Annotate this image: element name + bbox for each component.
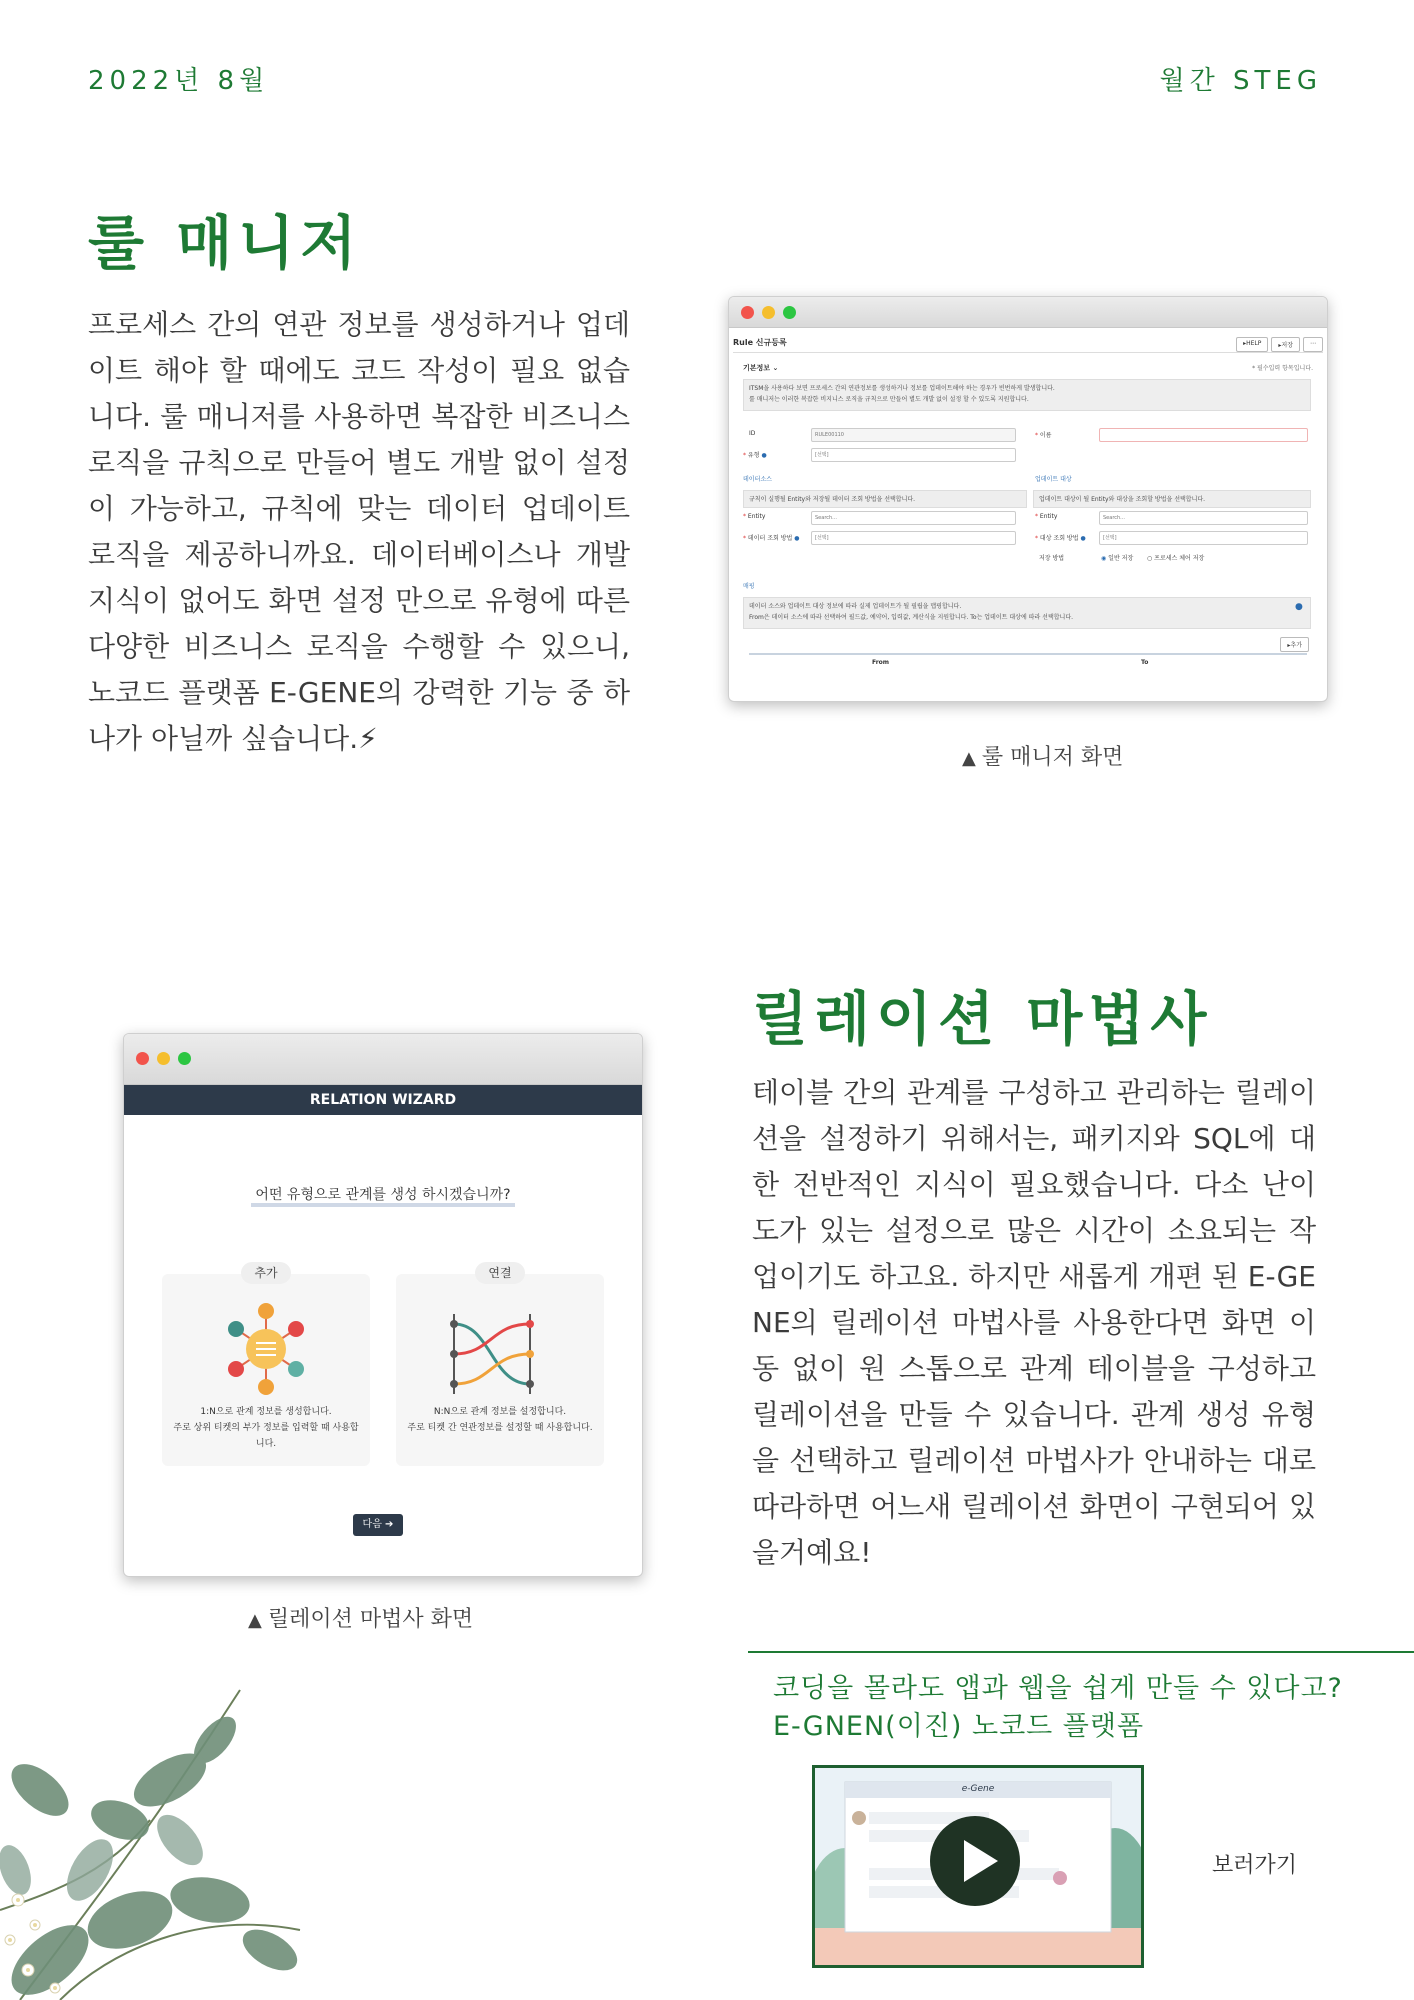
link-relation-description: N:N으로 관계 정보를 설정합니다. 주로 티켓 간 연관정보를 설정할 때 사용합니다. bbox=[407, 1407, 593, 1433]
rule-manager-screenshot bbox=[728, 296, 1328, 702]
maximize-dot-icon bbox=[178, 1052, 191, 1065]
basic-info-label: 기본정보 bbox=[743, 364, 771, 372]
target-info-box: 업데이트 대상이 될 Entity와 대상을 조회할 방법을 선택합니다. bbox=[1033, 490, 1311, 508]
type-label: * 유형 ● bbox=[743, 452, 767, 459]
update-target-section: 업데이트 대상 bbox=[1035, 476, 1072, 483]
triangle-up-icon: ▲ bbox=[962, 748, 976, 769]
save-option-process[interactable]: ○ 프로세스 체어 저장 bbox=[1147, 555, 1205, 562]
rule-manager-caption: ▲ 룰 매니저 화면 bbox=[962, 745, 1124, 770]
divider bbox=[733, 352, 1323, 353]
window-titlebar bbox=[124, 1034, 642, 1085]
help-button[interactable]: ▸HELP bbox=[1236, 337, 1268, 352]
relation-wizard-caption: ▲ 릴레이션 마법사 화면 bbox=[248, 1607, 474, 1632]
source-entity-search[interactable]: Search... bbox=[811, 511, 1016, 525]
view-link[interactable]: 보러가기 bbox=[1212, 1853, 1298, 1878]
more-button[interactable]: ⋯ bbox=[1303, 337, 1323, 352]
to-column-header: To bbox=[1141, 659, 1149, 666]
save-option-normal[interactable]: ◉ 일반 저장 bbox=[1101, 555, 1134, 562]
source-query-select[interactable]: [선택] bbox=[811, 531, 1016, 545]
info-text: ITSM을 사용하다 보면 프로세스 간의 연관정보를 생성하거나 정보를 업데이트해야 하는 경우가 빈번하게 발생합니다. bbox=[749, 385, 1055, 392]
target-query-label: * 대상 조회 방법 ● bbox=[1035, 535, 1086, 542]
rule-toolbar bbox=[1236, 337, 1323, 352]
type-select[interactable]: [선택] bbox=[811, 448, 1016, 462]
window-titlebar bbox=[729, 297, 1327, 328]
mapping-info-text: 데이터 소스와 업데이트 대상 정보에 따라 실제 업데이트가 될 필립을 맵핑합니다. bbox=[749, 603, 962, 610]
basic-info-box bbox=[743, 379, 1311, 411]
minimize-dot-icon bbox=[157, 1052, 170, 1065]
mapping-section: 매핑 bbox=[743, 583, 755, 590]
link-relation-card[interactable] bbox=[396, 1274, 604, 1466]
source-entity-label: * Entity bbox=[743, 513, 766, 520]
name-label: * 이름 bbox=[1035, 432, 1052, 439]
publication-name: 월간 STEG bbox=[1159, 66, 1322, 96]
source-info-box: 규칙이 실행될 Entity와 저장될 데이터 조회 방법을 선택합니다. bbox=[743, 490, 1027, 508]
info-text: 룰 매니저는 이러한 복잡한 비지니스 로직을 규칙으로 만들어 별도 개발 없이 설정 할 수 있도록 지원합니다. bbox=[749, 396, 1029, 403]
promo-headline: 코딩을 몰라도 앱과 웹을 쉽게 만들 수 있다고? bbox=[773, 1673, 1343, 1704]
add-relation-card[interactable] bbox=[162, 1274, 370, 1466]
info-icon: ● bbox=[761, 452, 767, 459]
save-button[interactable]: ▸저장 bbox=[1271, 337, 1300, 352]
wizard-header: RELATION WIZARD bbox=[124, 1085, 642, 1115]
maximize-dot-icon bbox=[783, 306, 796, 319]
wizard-question: 어떤 유형으로 관계를 생성 하시겠습니까? bbox=[124, 1184, 642, 1204]
save-method-label: 저장 방법 bbox=[1039, 555, 1065, 562]
mapping-info-text: From은 데이터 소스에 따라 선택하여 필드값, 예약어, 입력값, 계산식을 지원합니다. To는 업데이트 대상에 따라 선택합니다. bbox=[749, 614, 1074, 621]
promo-divider bbox=[748, 1651, 1414, 1653]
data-source-section: 데이터소스 bbox=[743, 476, 772, 483]
from-column-header: From bbox=[872, 659, 890, 666]
add-relation-description: 1:N으로 관계 정보를 생성합니다. 주로 상위 티켓의 부가 정보를 입력할 때 사용합니다. bbox=[173, 1407, 359, 1449]
chevron-down-icon: ⌄ bbox=[772, 364, 779, 372]
source-query-label: * 데이터 조회 방법 ● bbox=[743, 535, 800, 542]
target-query-select[interactable]: [선택] bbox=[1099, 531, 1308, 545]
required-note: * 필수입력 항목입니다. bbox=[1252, 365, 1313, 372]
rule-manager-title: 룰 매니저 bbox=[88, 209, 363, 277]
issue-date: 2022년 8월 bbox=[88, 66, 270, 96]
close-dot-icon bbox=[741, 306, 754, 319]
add-mapping-button[interactable]: ▸추가 bbox=[1280, 637, 1309, 652]
eucalyptus-decoration bbox=[0, 1670, 320, 2000]
next-button[interactable]: 다음 ➔ bbox=[353, 1514, 403, 1536]
help-icon[interactable]: ● bbox=[1295, 602, 1303, 612]
one-to-many-icon bbox=[162, 1294, 370, 1414]
rule-manager-body: 프로세스 간의 연관 정보를 생성하거나 업데이트 해야 할 때에도 코드 작성이 필요 없습니다. 룰 매니저를 사용하면 복잡한 비즈니스 로직을 규칙으로 만들어 별도 개발 없이 설정이 가능하고, 규칙에 맞는 데이터 업데이트 로직을 제공하니까요. 데이터베이스나 개발 지식이 없어도 화면 설정 만으로 유형에 따른 다양한 비즈니스 로직을 수행할 수 있으니, 노코드 플랫폼 E-GENE의 강력한 기능 중 하나가 아닐까 싶습니다.⚡ bbox=[88, 308, 630, 755]
basic-info-section[interactable] bbox=[743, 363, 778, 373]
id-field[interactable]: RULE00110 bbox=[811, 428, 1016, 442]
rule-screen-title: Rule 신규등록 bbox=[733, 338, 787, 347]
minimize-dot-icon bbox=[762, 306, 775, 319]
promo-subheadline: E-GNEN(이진) 노코드 플랫폼 bbox=[773, 1711, 1145, 1742]
relation-wizard-body: 테이블 간의 관계를 구성하고 관리하는 릴레이션을 설정하기 위해서는, 패키지와 SQL에 대한 전반적인 지식이 필요했습니다. 다소 난이도가 있는 설정으로 많은 시간이 소요되는 작업이기도 하고요. 하지만 새롭게 개편 된 E-GENE의 릴레이션 마법사를 사용한다면 화면 이동 없이 원 스톱으로 관계 테이블을 구성하고 릴레이션을 만들 수 있습니다. 관계 생성 유형을 선택하고 릴레이션 마법사가 안내하는 대로 따라하면 어느새 릴레이션 화면이 구현되어 있을거예요! bbox=[752, 1076, 1316, 1569]
mapping-table-divider bbox=[749, 653, 1307, 655]
video-thumbnail[interactable] bbox=[812, 1765, 1144, 1968]
link-relation-label: 연결 bbox=[475, 1262, 525, 1284]
target-entity-label: * Entity bbox=[1035, 513, 1058, 520]
triangle-up-icon: ▲ bbox=[248, 1610, 262, 1631]
id-label: ID bbox=[749, 430, 756, 437]
mapping-info-box bbox=[743, 597, 1311, 629]
video-brand-label: e-Gene bbox=[961, 1784, 995, 1794]
target-entity-search[interactable]: Search... bbox=[1099, 511, 1308, 525]
many-to-many-icon bbox=[396, 1294, 604, 1414]
close-dot-icon bbox=[136, 1052, 149, 1065]
play-icon[interactable] bbox=[930, 1816, 1020, 1906]
relation-wizard-title: 릴레이션 마법사 bbox=[752, 985, 1213, 1053]
relation-wizard-screenshot bbox=[123, 1033, 643, 1577]
add-relation-label: 추가 bbox=[241, 1262, 291, 1284]
name-field[interactable] bbox=[1099, 428, 1308, 442]
